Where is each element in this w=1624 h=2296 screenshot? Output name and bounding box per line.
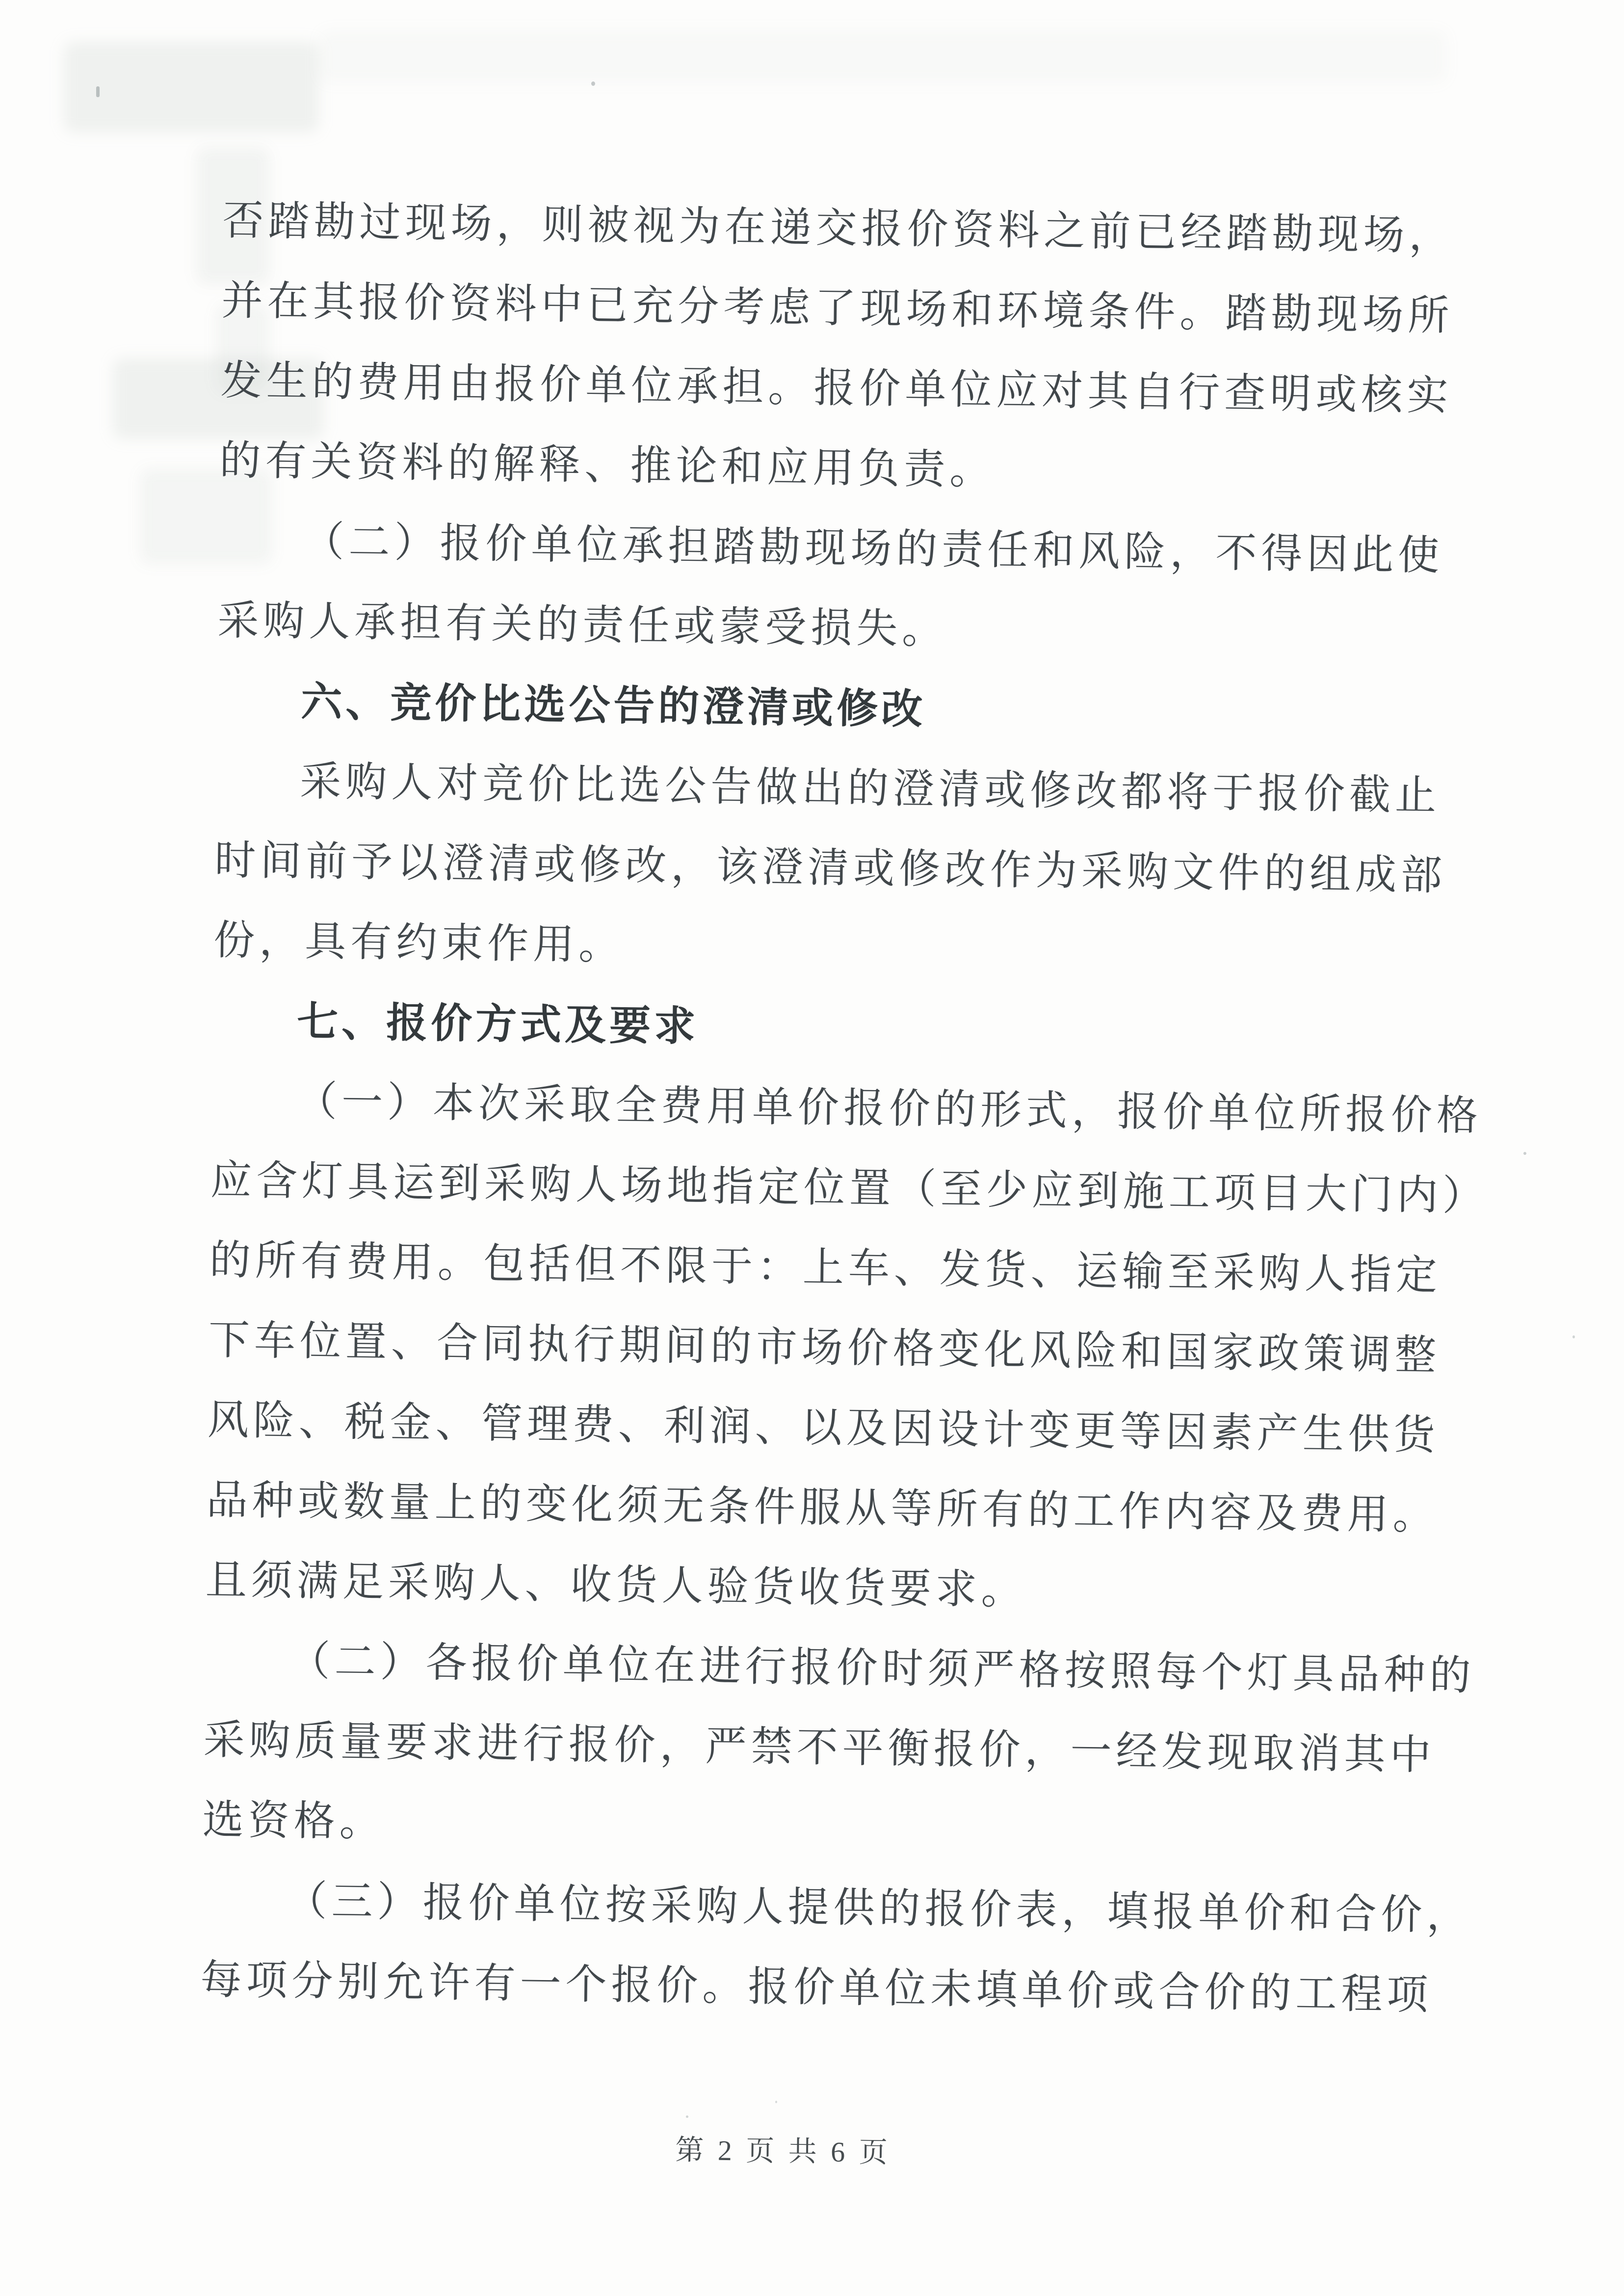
text-line: 每项分别允许有一个报价。报价单位未填单价或合价的工程项 <box>200 1957 1433 2019</box>
text-line: （三）报价单位按采购人提供的报价表，填报单价和合价， <box>286 1878 1473 1939</box>
text-line: （二）各报价单位在进行报价时须严格按照每个灯具品种的 <box>288 1638 1476 1699</box>
text-line: 下车位置、合同执行期间的市场价格变化风险和国家政策调整 <box>208 1317 1441 1379</box>
section-heading: 七、报价方式及要求 <box>296 998 699 1050</box>
text-line: 时间前予以澄清或修改，该澄清或修改作为采购文件的组成部 <box>214 837 1447 899</box>
text-line: 风险、税金、管理费、利润、以及因设计变更等因素产生供货 <box>207 1397 1440 1459</box>
page-number-footer: 第 2 页 共 6 页 <box>675 2134 891 2169</box>
text-line: 采购人对竞价比选公告做出的澄清或修改都将于报价截止 <box>299 758 1441 819</box>
text-line: 选资格。 <box>202 1797 386 1846</box>
text-line: 份，具有约束作用。 <box>213 917 625 969</box>
text-line: （一）本次采取全费用单价报价的形式，报价单位所报价格 <box>295 1078 1483 1140</box>
text-line: 并在其报价资料中已充分考虑了现场和环境条件。踏勘现场所 <box>221 278 1454 339</box>
text-line: 的有关资料的解释、推论和应用负责。 <box>219 438 995 494</box>
text-line: （二）报价单位承担踏勘现场的责任和风险，不得因此使 <box>302 519 1444 579</box>
document-body-text <box>200 181 1509 2036</box>
text-line: 发生的费用由报价单位承担。报价单位应对其自行查明或核实 <box>220 358 1453 419</box>
text-line: 应含灯具运到采购人场地指定位置（至少应到施工项目大门内） <box>210 1157 1489 1220</box>
text-line: 的所有费用。包括但不限于：上车、发货、运输至采购人指定 <box>209 1237 1442 1299</box>
text-line: 采购质量要求进行报价，严禁不平衡报价，一经发现取消其中 <box>203 1717 1436 1779</box>
text-line: 且须满足采购人、收货人验货收货要求。 <box>205 1557 1027 1614</box>
text-line: 否踏勘过现场，则被视为在递交报价资料之前已经踏勘现场， <box>222 198 1455 260</box>
text-line: 采购人承担有关的责任或蒙受损失。 <box>217 598 948 653</box>
section-heading: 六、竞价比选公告的澄清或修改 <box>300 678 926 732</box>
text-line: 品种或数量上的变化须无条件服从等所有的工作内容及费用。 <box>206 1477 1439 1539</box>
